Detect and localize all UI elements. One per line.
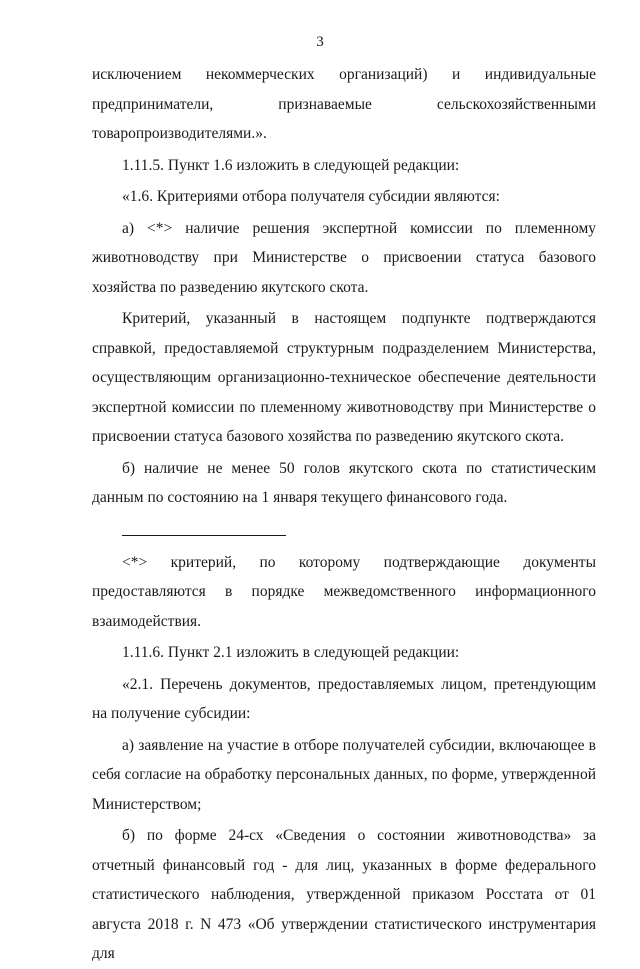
paragraph-document-b: б) по форме 24-сх «Сведения о состоянии животноводства» за отчетный финансовый год - для лиц, указанных в форме федерального статистического наблюдения, утвержденной приказом Росстата от 01 августа 2018 г. N 473 «Об утверждении статистического инструментария для: [92, 827, 596, 962]
text-line: исключением некоммерческих организаций) и индивидуальные: [92, 66, 596, 83]
footnote-divider: [122, 535, 286, 536]
paragraph-criterion-note: Критерий, указанный в настоящем подпункте подтверждаются справкой, предоставляемой структурным подразделением Министерства, осуществляющим организационно-техническое обеспечение деятельности экспертной комиссии по племенному животноводству при Министерстве о присвоении статуса базового хозяйства по разведению якутского скота.: [92, 310, 596, 445]
footnote-text: <*> критерий, по которому подтверждающие документы предоставляются в порядке межведомственного информационного взаимодействия.: [92, 553, 596, 630]
page-number: 3: [316, 34, 324, 50]
paragraph-document-a: а) заявление на участие в отборе получателей субсидии, включающее в себя согласие на обработку персональных данных, по форме, утвержденной Министерством;: [92, 736, 596, 813]
paragraph-criterion-a: а) <*> наличие решения экспертной комиссии по племенному животноводству при Министерстве о присвоении статуса базового хозяйства по разведению якутского скота.: [92, 219, 596, 296]
paragraph-2-1-intro: «2.1. Перечень документов, предоставляемых лицом, претендующим на получение субсидии:: [92, 675, 596, 722]
text-line: предприниматели, признаваемые сельскохозяйственными: [92, 95, 596, 113]
paragraph-1-11-5: 1.11.5. Пункт 1.6 изложить в следующей редакции:: [122, 156, 460, 174]
document-body: [92, 60, 596, 969]
text-line: товаропроизводителями.».: [92, 125, 267, 142]
paragraph-criterion-b: б) наличие не менее 50 голов якутского скота по статистическим данным по состоянию на 1 января текущего финансового года.: [92, 459, 596, 506]
paragraph-1-11-6: 1.11.6. Пункт 2.1 изложить в следующей редакции:: [122, 644, 460, 661]
paragraph-continuation: [92, 60, 596, 149]
paragraph-1-6-intro: «1.6. Критериями отбора получателя субсидии являются:: [122, 188, 500, 205]
